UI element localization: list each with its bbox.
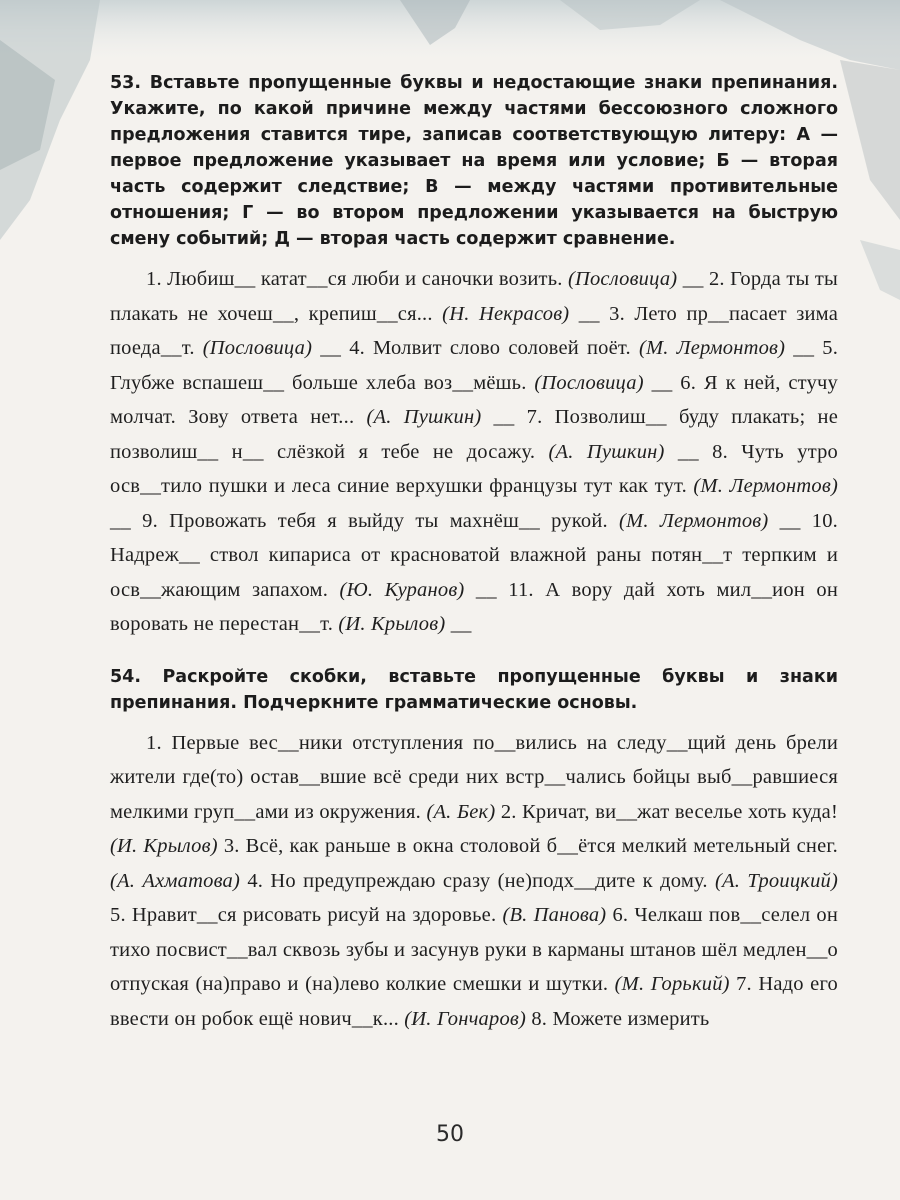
source-citation: (В. Панова) [502, 904, 607, 926]
sentence-text: 1. Первые вес__ники отступления по__вились на следу__щий день брели жители где(то) остав__вшие всё среди них встр__чались бойцы выб__равшиеся мелкими груп__ами из окружения. [110, 731, 838, 823]
source-citation: (А. Пушкин) [548, 440, 665, 463]
sentence-text: __ 3. Лето пр__пасает зима поеда__т. [110, 302, 838, 359]
sentence-text: __ 11. А вору дай хоть мил__ион он воровать не перестан__т. [110, 578, 839, 635]
sentence-text: __ 10. Надреж__ ствол кипариса от красноватой влажной раны потян__т терпким и осв__жающим запахом. [110, 509, 838, 601]
task-53 [110, 70, 838, 642]
source-citation: (А. Пушкин) [366, 406, 482, 428]
sentence-text: 7. Надо его ввести он робок ещё нович__к... [110, 973, 838, 1030]
task-54 [110, 664, 838, 1037]
sentence-text: 6. Челкаш пов__селел он тихо посвист__вал сквозь зубы и засунув руки в карманы штанов шёл медлен__о отпуская (на)право и (на)лево колкие смешки и шутки. [110, 904, 839, 995]
sentence-text: 1. Любиш__ катат__ся люби и саночки возить. [146, 268, 568, 290]
source-citation: (М. Горький) [614, 973, 730, 995]
task-54-title: 54. Раскройте скобки, вставьте пропущенные буквы и знаки препинания. Подчеркните грамматические основы. [110, 666, 838, 713]
sentence-text: 8. Можете измерить [526, 1007, 710, 1030]
source-citation: (А. Бек) [426, 800, 496, 823]
sentence-text: __ 9. Провожать тебя я выйду ты махнёш__ рукой. [110, 509, 620, 532]
source-citation: (Пословица) [202, 337, 313, 359]
sentence-text: __ 4. Молвит слово соловей поёт. [312, 337, 639, 359]
sentence-text: 5. Нравит__ся рисовать рисуй на здоровье. [110, 904, 503, 926]
sentence-text: 3. Всё, как раньше в окна столовой б__ётся мелкий метельный снег. [217, 835, 838, 857]
sentence-text: __ 8. Чуть утро осв__тило пушки и леса синие верхушки французы тут как тут. [110, 440, 839, 497]
sentence-text: 4. Но предупреждаю сразу (не)подх__дите к дому. [240, 869, 716, 892]
task-54-text [110, 726, 838, 1037]
task-53-text [110, 262, 838, 642]
task-53-title: 53. Вставьте пропущенные буквы и недостающие знаки препинания. Укажите, по какой причине между частями бессоюзного сложного предложения ставится тире, записав соответствующую литеру: А — первое предложение указывает на время или условие; Б — вторая часть содержит следствие; В — между частями противительные отношения; Г — во втором предложении указывается на быструю смену событий; Д — вторая часть содержит сравнение. [110, 73, 838, 249]
sentence-text: __ 5. Глубже вспашеш__ больше хлеба воз__мёшь. [110, 337, 839, 394]
source-citation: (М. Лермонтов) [693, 475, 838, 497]
source-citation: (А. Ахматова) [110, 869, 241, 892]
page-number: 50 [436, 1122, 464, 1147]
source-citation: (Пословица) [567, 268, 678, 290]
source-citation: (М. Лермонтов) [619, 509, 769, 532]
page-content [110, 70, 838, 1036]
source-citation: (И. Гончаров) [404, 1007, 527, 1030]
source-citation: (Н. Некрасов) [442, 302, 570, 325]
source-citation: (Пословица) [534, 371, 644, 394]
sentence-text: __ 2. Горда ты ты плакать не хочеш__, крепиш__ся... [110, 268, 838, 325]
source-citation: (Ю. Куранов) [339, 578, 465, 601]
source-citation: (И. Крылов) [338, 613, 446, 635]
source-citation: (А. Троицкий) [715, 869, 838, 892]
sentence-text: __ 6. Я к ней, стучу молчат. Зову ответа нет... [110, 371, 838, 428]
source-citation: (М. Лермонтов) [638, 337, 786, 359]
sentence-text: 2. Кричат, ви__жат веселье хоть куда! [495, 800, 839, 823]
sentence-text: __ [445, 613, 472, 635]
sentence-text: __ 7. Позволиш__ буду плакать; не позволиш__ н__ слёзкой я тебе не досажу. [110, 406, 838, 463]
source-citation: (И. Крылов) [110, 835, 218, 857]
